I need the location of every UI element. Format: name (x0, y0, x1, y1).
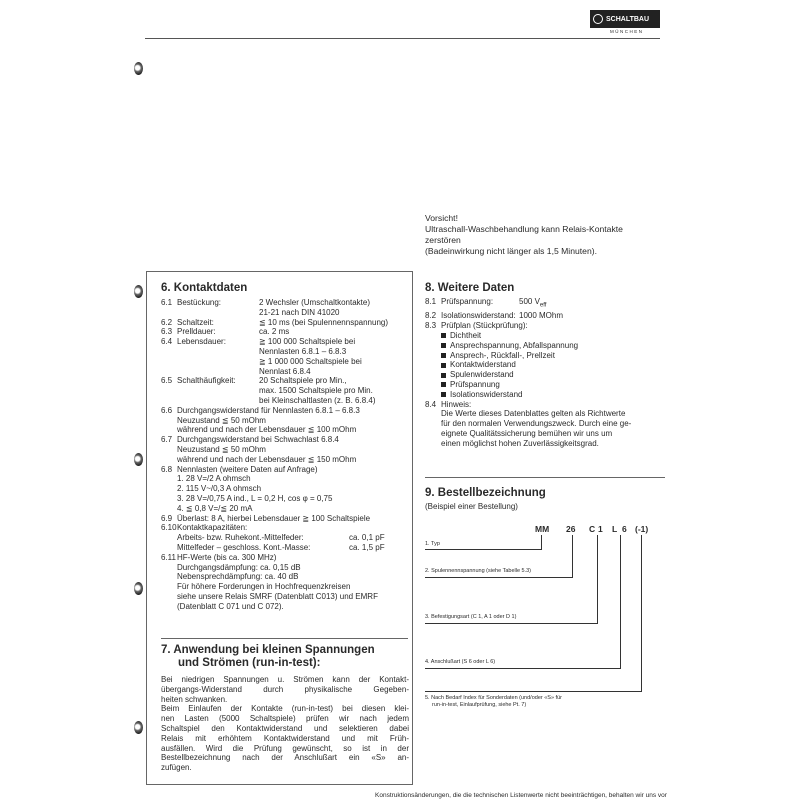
item-value: 2 Wechsler (Umschaltkontakte) (259, 298, 370, 307)
item-label: Schalthäufigkeit: (177, 376, 236, 386)
leader-line (425, 668, 621, 669)
item-text: 1. 28 V=/2 A ohmsch (177, 474, 251, 484)
paragraph-line: Beim Einlaufen der Kontakte (run-in-test) bei diesen klei- (161, 704, 409, 714)
item-text: Isolationswiderstand: (441, 311, 516, 321)
code-voltage: 26 (566, 524, 576, 534)
paragraph-line: Schaltspiel den Kontaktwiderstand und selektieren dabei (161, 723, 409, 733)
leader-line (620, 535, 621, 669)
item-value: ca. 1,5 pF (349, 542, 385, 552)
note-line: einen möglichst hohen Zuverlässigkeitsgrad. (441, 438, 599, 448)
plan-text: Isolationswiderstand (450, 389, 523, 399)
code-type: MM (535, 524, 550, 534)
leader-line (425, 691, 642, 692)
order-label: 2. Spulennennspannung (siehe Tabelle 5.3) (425, 568, 532, 574)
item-label: Schaltzeit: (177, 317, 214, 327)
item-text: während und nach der Lebensdauer ≦ 150 mOhm (177, 454, 357, 464)
plan-text: Prüfspannung (450, 379, 500, 389)
item-text: Kontaktkapazitäten: (177, 523, 248, 533)
item-number: 8.2 (425, 311, 437, 321)
item-number: 8.4 (425, 399, 437, 409)
item-text: Prüfspannung: (441, 297, 494, 306)
item-value: max. 1500 Schaltspiele pro Min. (259, 386, 373, 396)
item-number: 6.7 (161, 435, 173, 445)
paragraph-line: übergangs-Widerstand durch physikalische Gegeben- (161, 684, 409, 694)
item-text: Arbeits- bzw. Ruhekont.-Mittelfeder: (177, 533, 304, 543)
item-text: Durchgangswiderstand für Nennlasten 6.8.1 – 6.8.3 (177, 405, 360, 415)
warning-line: zerstören (425, 235, 461, 245)
code-mounting: C (589, 524, 596, 534)
leader-line (641, 535, 642, 692)
note-line: Die Werte dieses Datenblattes gelten als Richtwerte (441, 409, 626, 419)
footer-note: Konstruktionsänderungen, die die technischen Listenwerte nicht beeinträchtigen, behalten wir uns vor (375, 792, 667, 799)
item-value: ≧ 100 000 Schaltspiele bei (259, 337, 356, 347)
item-value: ca. 0,1 pF (349, 533, 385, 543)
item-number: 6.5 (161, 376, 173, 386)
item-value: 500 $V_{eff}$ (519, 297, 547, 309)
logo-text: SCHALTBAU (606, 15, 650, 23)
item-text: Nebensprechdämpfung: ca. 40 dB (177, 572, 299, 582)
order-label: 3. Befestigungsart (C 1, A 1 oder D 1) (425, 614, 517, 620)
logo-subtitle: MÜNCHEN (610, 29, 644, 34)
item-number: 6.2 (161, 317, 173, 327)
item-number: 6.4 (161, 337, 173, 347)
item-value: Nennlast 6.8.4 (259, 366, 311, 376)
plan-text: Dichtheit (450, 330, 482, 340)
item-text: Hinweis: (441, 399, 472, 409)
item-text: Neuzustand ≦ 50 mOhm (177, 415, 266, 425)
item-label: Lebensdauer: (177, 337, 226, 347)
section-8-title: 8. Weitere Daten (425, 282, 515, 294)
warning-line: (Badeinwirkung nicht länger als 1,5 Minuten). (425, 246, 597, 256)
item-text: 3. 28 V=/0,75 A ind., L = 0,2 H, cos φ = 0,75 (177, 493, 333, 503)
item-text: Durchgangsdämpfung: ca. 0,15 dB (177, 562, 301, 572)
item-value: 20 Schaltspiele pro Min., (259, 376, 347, 386)
order-label: run-in-test, Einlaufprüfung, siehe Pt. 7) (432, 702, 527, 708)
item-number: 6.11 (161, 552, 176, 562)
paragraph-line: Relais mit erhöhtem Kontaktwiderstand und mit Früh- (161, 733, 409, 743)
paragraph-line: nen Lasten (5000 Schaltspiele) prüfen wir nach jedem (161, 714, 409, 724)
leader-line (541, 535, 542, 550)
item-text: Überlast: 8 A, hierbei Lebensdauer ≧ 100 Schaltspiele (177, 513, 371, 523)
paragraph-line: Bei niedrigen Spannungen u. Strömen kann der Kontakt- (161, 675, 409, 684)
item-value: bei Kleinschaltlasten (z. B. 6.8.4) (259, 395, 376, 405)
item-value: ≧ 1 000 000 Schaltspiele bei (259, 356, 362, 366)
note-line: für den normalen Verwendungszweck. Durch eine ge- (441, 419, 632, 429)
item-number: 8.3 (425, 321, 437, 331)
code-mounting-index: 1 (598, 524, 603, 534)
order-label: 5. Nach Bedarf Index für Sonderdaten (und/oder «S» für (425, 695, 562, 701)
plan-text: Spulenwiderstand (450, 370, 514, 380)
title-line: 7. Anwendung bei kleinen Spannungen (161, 644, 375, 656)
item-text: 2. 115 V~/0,3 A ohmsch (177, 484, 262, 494)
item-value: ≦ 10 ms (bei Spulennennspannung) (259, 317, 389, 327)
item-number: 6.10 (161, 523, 177, 533)
item-text: 4. ≦ 0,8 V=/≦ 20 mA (177, 503, 253, 513)
title-line: und Strömen (run-in-test): (178, 657, 321, 669)
code-terminal: L (612, 524, 618, 534)
leader-line (425, 623, 598, 624)
plan-text: Ansprechspannung, Abfallspannung (450, 340, 579, 350)
note-line: eignete Qualitätssicherung bemühen wir uns um (441, 428, 613, 438)
paragraph-line: heiten schwanken. (161, 694, 228, 704)
paragraph-line: Bestellbezeichnung nach der Anschlußart ein «S» an- (161, 753, 409, 763)
code-terminal-index: 6 (622, 524, 627, 534)
item-text: Für höhere Forderungen in Hochfrequenzkreisen (177, 582, 351, 592)
item-text: Prüfplan (Stückprüfung): (441, 321, 528, 331)
item-text: Neuzustand ≦ 50 mOhm (177, 444, 266, 454)
section-9-title: 9. Bestellbezeichnung (425, 487, 546, 499)
item-text: siehe unsere Relais SMRF (Datenblatt C013) und EMRF (177, 591, 378, 601)
leader-line (572, 535, 573, 578)
item-text: Nennlasten (weitere Daten auf Anfrage) (177, 464, 318, 474)
item-text: während und nach der Lebensdauer ≦ 100 mOhm (177, 425, 357, 435)
item-value: Nennlasten 6.8.1 – 6.8.3 (259, 346, 347, 356)
item-value: ca. 2 ms (259, 327, 290, 337)
leader-line (425, 549, 541, 550)
item-number: 6.9 (161, 513, 173, 523)
warning-line: Vorsicht! (425, 213, 458, 223)
leader-line (597, 535, 598, 624)
item-text: (Datenblatt C 071 und C 072). (177, 601, 284, 611)
item-text: Mittelfeder – geschloss. Kont.-Masse: (177, 542, 311, 552)
item-value: 21-21 nach DIN 41020 (259, 307, 340, 317)
item-number: 6.8 (161, 464, 173, 474)
order-label: 1. Typ (425, 541, 440, 547)
order-label: 4. Anschlußart (S 6 oder L 6) (425, 659, 496, 665)
item-number: 8.1 (425, 297, 437, 306)
item-number: 6.1 (161, 298, 173, 307)
item-label: Bestückung: (177, 298, 222, 307)
section-9-subtitle: (Beispiel einer Bestellung) (425, 502, 518, 511)
leader-line (425, 577, 573, 578)
item-number: 6.6 (161, 405, 173, 415)
item-label: Prelldauer: (177, 327, 216, 337)
warning-line: Ultraschall-Waschbehandlung kann Relais-Kontakte (425, 224, 623, 234)
item-text: Durchgangswiderstand bei Schwachlast 6.8.4 (177, 435, 339, 445)
paragraph-line: zufügen. (161, 763, 192, 773)
paragraph-line: ausfällen. Wird die Prüfung gewünscht, so ist in der (161, 743, 409, 753)
code-special: (-1) (635, 524, 649, 534)
item-text: HF-Werte (bis ca. 300 MHz) (177, 552, 277, 562)
item-number: 6.3 (161, 327, 173, 337)
section-6-title: 6. Kontaktdaten (161, 282, 248, 294)
plan-text: Ansprech-, Rückfall-, Prellzeit (450, 350, 555, 360)
item-value: 1000 MOhm (519, 311, 564, 321)
plan-text: Kontaktwiderstand (450, 360, 516, 370)
